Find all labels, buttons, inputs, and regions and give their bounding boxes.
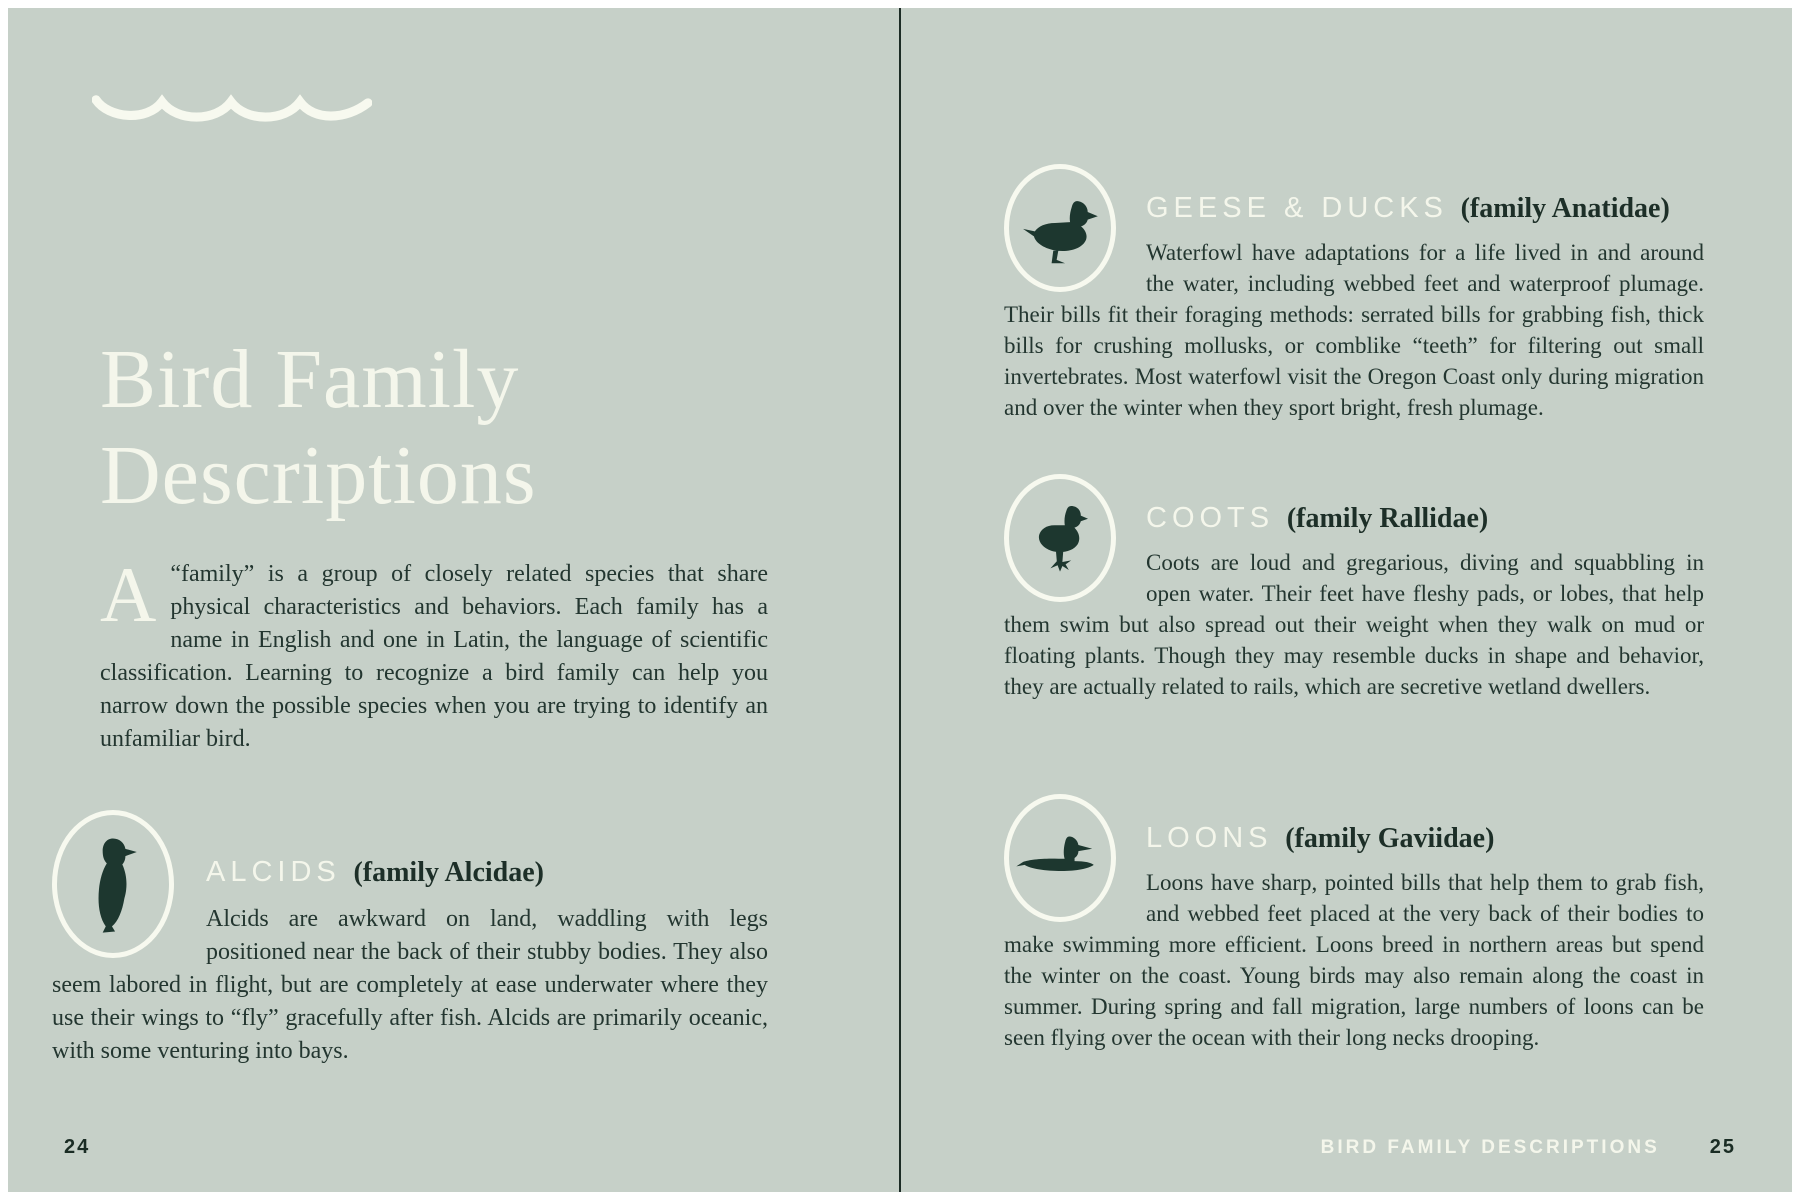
page-number-right: 25 bbox=[1709, 1136, 1736, 1158]
book-spread bbox=[8, 8, 1792, 1192]
footer-right bbox=[1321, 1136, 1736, 1159]
section-alcids bbox=[52, 806, 768, 1068]
wave-icon bbox=[92, 92, 372, 133]
duck-icon-circle bbox=[1004, 164, 1116, 292]
family-latin: (family Alcidae) bbox=[353, 857, 544, 888]
loon-icon bbox=[1004, 794, 1120, 926]
family-latin: (family Anatidae) bbox=[1460, 193, 1670, 224]
section-geese-ducks bbox=[1004, 160, 1704, 423]
loon-icon-circle bbox=[1004, 794, 1116, 922]
family-name: COOTS bbox=[1146, 502, 1275, 534]
page-title-line2: Descriptions bbox=[100, 429, 537, 523]
page-number-left: 24 bbox=[64, 1136, 91, 1158]
family-name: LOONS bbox=[1146, 822, 1273, 854]
section-text-alcids: Alcids are awkward on land, waddling with legs positioned near the back of their stubby bodies. They also seem labored in flight, but are completely at ease underwater where they use their wings to “fly” gracefully after fish. Alcids are primarily oceanic, with some venturing into bays. bbox=[52, 906, 768, 1064]
running-footer: BIRD FAMILY DESCRIPTIONS bbox=[1320, 1137, 1660, 1158]
family-name: GEESE & DUCKS bbox=[1146, 192, 1448, 224]
section-text-loons: Loons have sharp, pointed bills that help them to grab fish, and webbed feet placed at the very back of their bodies to make swimming more efficient. Loons breed in northern areas but spend the winter on the coast. Young birds may also remain along the coast in summer. During spring and fall migration, large numbers of loons can be seen flying over the ocean with their long necks drooping. bbox=[1004, 870, 1704, 1050]
section-coots bbox=[1004, 470, 1704, 702]
intro-paragraph bbox=[100, 551, 768, 756]
coot-icon bbox=[1004, 474, 1120, 606]
alcid-icon bbox=[52, 810, 180, 962]
page-title bbox=[100, 332, 537, 524]
page-title-line1: Bird Family bbox=[100, 333, 520, 427]
family-latin: (family Gaviidae) bbox=[1285, 823, 1495, 854]
family-latin: (family Rallidae) bbox=[1286, 503, 1489, 534]
family-name: ALCIDS bbox=[206, 856, 341, 888]
section-text-coots: Coots are loud and gregarious, diving and squabbling in open water. Their feet have fleshy pads, or lobes, that help them swim but also spread out their weight when they walk on mud or floating plants. Though they may resemble ducks in shape and behavior, they are actually related to rails, which are secretive wetland dwellers. bbox=[1004, 550, 1704, 699]
page-gutter-divider bbox=[899, 8, 901, 1192]
section-loons bbox=[1004, 790, 1704, 1053]
alcid-icon-circle bbox=[52, 810, 174, 958]
intro-text: “family” is a group of closely related species that share physical characteristics and behaviors. Each family has a name in English and one in Latin, the language of scientific classification. Learning to recognize a bird family can help you narrow down the possible species when you are trying to identify an unfamiliar bird. bbox=[100, 561, 768, 752]
section-text-geese-ducks: Waterfowl have adaptations for a life lived in and around the water, including webbed feet and waterproof plumage. Their bills fit their foraging methods: serrated bills for grabbing fish, thick bills for crushing mollusks, or comblike “teeth” for filtering out small invertebrates. Most waterfowl visit the Oregon Coast only during migration and over the winter when they sport bright, fresh plumage. bbox=[1004, 240, 1704, 420]
drop-cap: A bbox=[100, 551, 157, 638]
coot-icon-circle bbox=[1004, 474, 1116, 602]
duck-icon bbox=[1004, 164, 1120, 296]
